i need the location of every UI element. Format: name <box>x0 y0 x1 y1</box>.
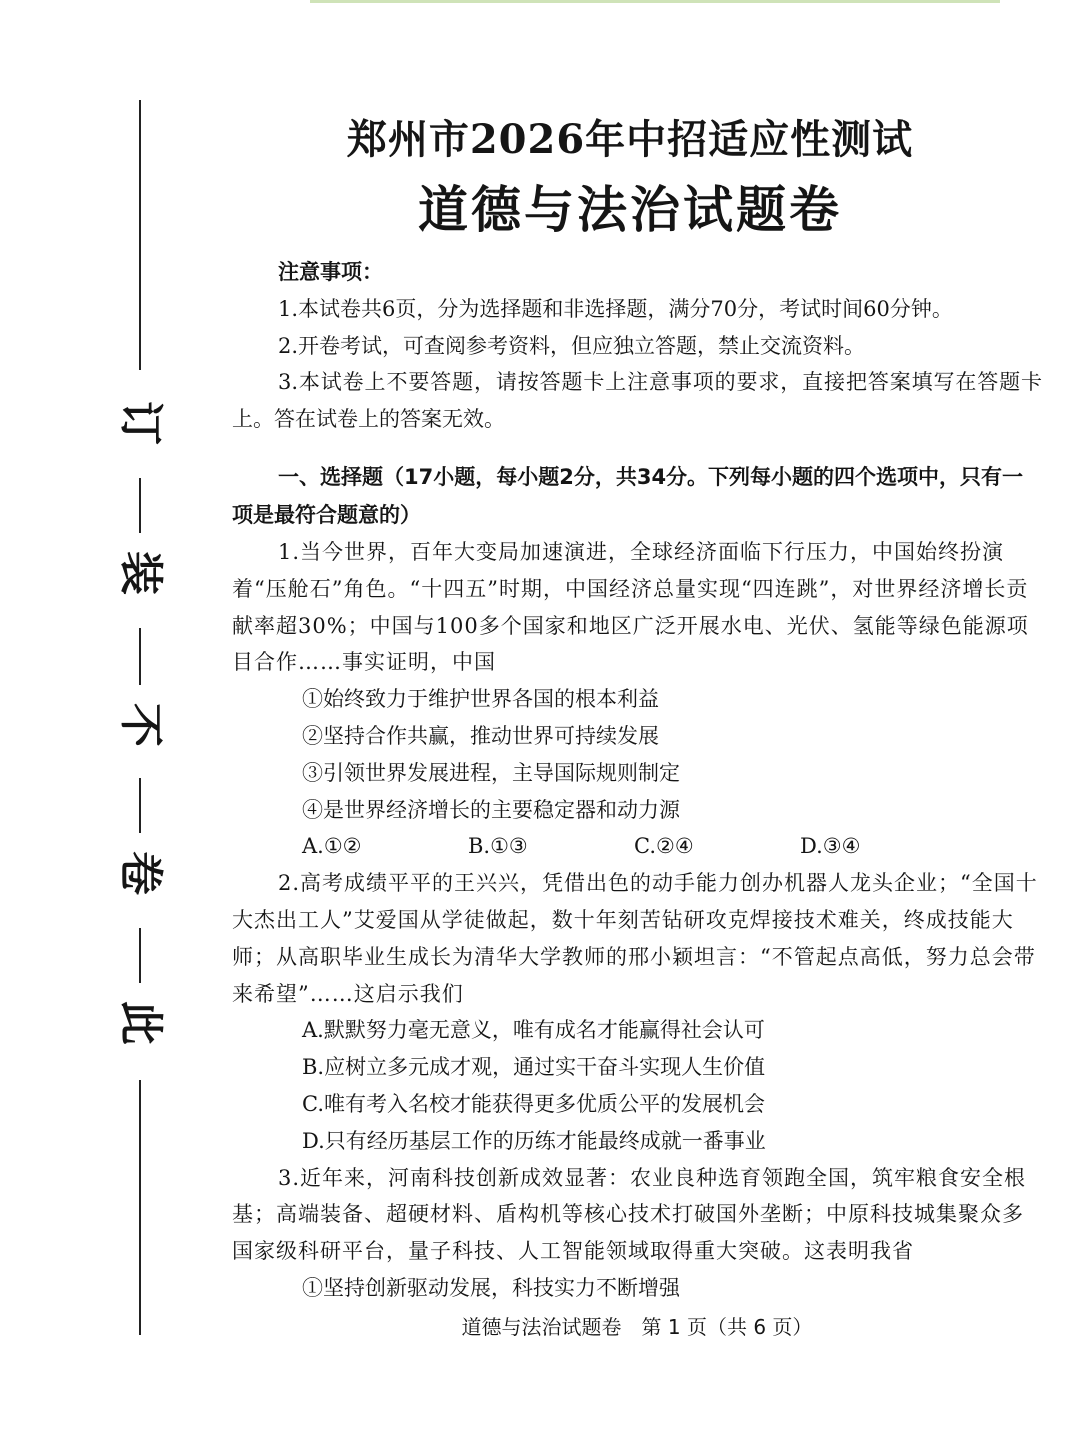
scan-edge-strip <box>310 0 1000 3</box>
choice-c: C.②④ <box>634 834 694 859</box>
choice-row <box>232 828 1042 865</box>
paper-title: 道德与法治试题卷 <box>418 181 842 239</box>
binding-char-ding: 订 <box>115 383 165 463</box>
choice-d: D.③④ <box>800 834 861 859</box>
binding-char-juan: 卷 <box>115 833 165 913</box>
notice-item: 1.本试卷共6页，分为选择题和非选择题，满分70分，考试时间60分钟。 <box>278 296 953 321</box>
option-a: A.默默努力毫无意义，唯有成名才能赢得社会认可 <box>302 1018 765 1043</box>
question-stem: 3.近年来，河南科技创新成效显著：农业良种选育领跑全国，筑牢粮食安全根基；高端装备、超硬材料、盾构机等核心技术打破国外垄断；中原科技城集聚众多国家级科研平台，量子科技、人工智能领域取得重大突破。这表明我省 <box>232 1165 1027 1264</box>
notice-item: 3.本试卷上不要答题，请按答题卡上注意事项的要求，直接把答案填写在答题卡上。答在试卷上的答案无效。 <box>232 370 1042 432</box>
statement: ①始终致力于维护世界各国的根本利益 <box>302 687 659 712</box>
option-d: D.只有经历基层工作的历练才能最终成就一番事业 <box>302 1128 766 1153</box>
binding-char-zhuang: 装 <box>115 533 165 613</box>
binding-line <box>139 100 141 370</box>
binding-line <box>139 1080 141 1335</box>
question-stem: 2.高考成绩平平的王兴兴，凭借出色的动手能力创办机器人龙头企业；“全国十大杰出工人”艾爱国从学徒做起，数十年刻苦钻研攻克焊接技术难关，终成技能大师；从高职毕业生成长为清华大学教师的邢小颖坦言：“不管起点高低，努力总会带来希望”……这启示我们 <box>232 871 1038 1006</box>
binding-char-ci: 此 <box>115 983 165 1063</box>
notice-item: 2.开卷考试，可查阅参考资料，但应独立答题，禁止交流资料。 <box>278 333 866 358</box>
question-stem: 1.当今世界，百年大变局加速演进，全球经济面临下行压力，中国始终扮演着“压舱石”角色。“十四五”时期，中国经济总量实现“四连跳”，对世界经济增长贡献率超30%；中国与100多个国家和地区广泛开展水电、光伏、氢能等绿色能源项目合作……事实证明，中国 <box>232 539 1029 675</box>
statement: ③引领世界发展进程，主导国际规则制定 <box>302 760 680 785</box>
exam-title: 郑州市2026年中招适应性测试 <box>346 116 914 163</box>
choice-a: A.①② <box>302 834 362 859</box>
statement: ②坚持合作共赢，推动世界可持续发展 <box>302 723 659 748</box>
statement: ①坚持创新驱动发展，科技实力不断增强 <box>302 1275 680 1300</box>
notice-heading: 注意事项： <box>278 260 383 284</box>
paper-body <box>232 254 1042 1307</box>
choice-b: B.①③ <box>468 834 528 859</box>
statement: ④是世界经济增长的主要稳定器和动力源 <box>302 797 680 822</box>
option-c: C.唯有考入名校才能获得更多优质公平的发展机会 <box>302 1091 765 1116</box>
page-footer: 道德与法治试题卷 第 1 页（共 6 页） <box>461 1315 813 1339</box>
section-heading: 一、选择题（17小题，每小题2分，共34分。下列每小题的四个选项中，只有一项是最符合题意的） <box>232 464 1024 527</box>
binding-margin <box>100 100 180 1340</box>
binding-char-bu: 不 <box>115 685 165 765</box>
option-b: B.应树立多元成才观，通过实干奋斗实现人生价值 <box>302 1055 766 1080</box>
